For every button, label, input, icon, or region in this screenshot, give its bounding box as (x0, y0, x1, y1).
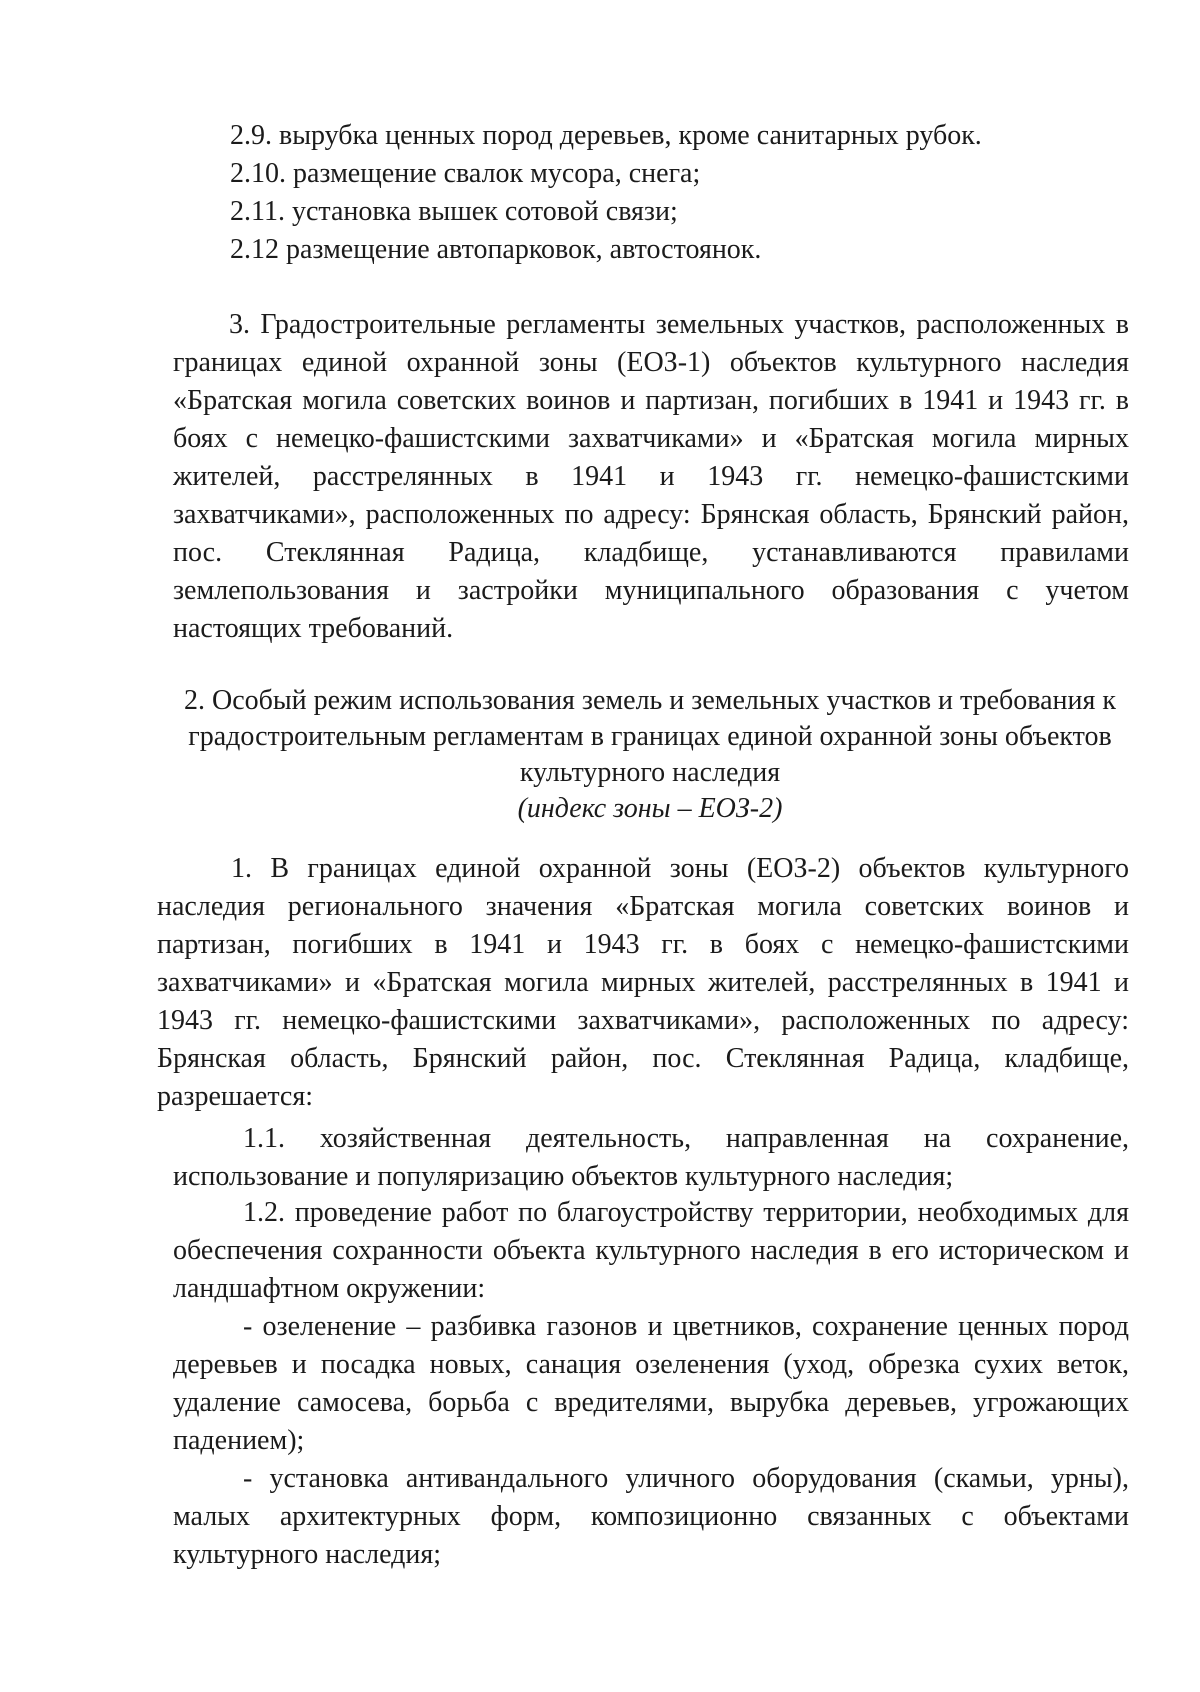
clause-1-paragraph: 1. В границах единой охранной зоны (ЕОЗ-2) объектов культурного наследия регионального значения «Братская могила советских воинов и партизан, погибших в 1941 и 1943 гг. в боях с немецко-фашистскими захватчиками» и «Братская могила мирных жителей, расстрелянных в 1941 и 1943 гг. немецко-фашистскими захватчиками», расположенных по адресу: Брянская область, Брянский район, пос. Стеклянная Радица, кладбище, разрешается: (157, 853, 1129, 1112)
bullet-street-equipment: - установка антивандального уличного оборудования (скамьи, урны), малых архитектурных форм, композиционно связанных с объектами культурного наследия; (173, 1463, 1129, 1570)
zone-index-label: (индекс зоны – ЕОЗ-2) (517, 793, 783, 824)
section-heading-line-1: 2. Особый режим использования земель и земельных участков и требования к (183, 685, 1117, 716)
sub-item-1-1: 1.1. хозяйственная деятельность, направленная на сохранение, использование и популяризацию объектов культурного наследия; (173, 1123, 1129, 1192)
bullet-landscaping: - озеленение – разбивка газонов и цветников, сохранение ценных пород деревьев и посадка новых, санация озеленения (уход, обрезка сухих веток, удаление самосева, борьба с вредителями, вырубка деревьев, угрожающих падением); (173, 1311, 1129, 1456)
list-item-2-10: 2.10. размещение свалок мусора, снега; (230, 158, 701, 189)
section-heading-line-3: культурного наследия (519, 757, 781, 788)
clause-3-paragraph: 3. Градостроительные регламенты земельных участков, расположенных в границах единой охранной зоны (ЕОЗ-1) объектов культурного наследия «Братская могила советских воинов и партизан, погибших в 1941 и 1943 гг. в боях с немецко-фашистскими захватчиками» и «Братская могила мирных жителей, расстрелянных в 1941 и 1943 гг. немецко-фашистскими захватчиками», расположенных по адресу: Брянская область, Брянский район, пос. Стеклянная Радица, кладбище, устанавливаются правилами землепользования и застройки муниципального образования с учетом настоящих требований. (173, 309, 1129, 644)
list-item-2-11: 2.11. установка вышек сотовой связи; (230, 196, 678, 227)
sub-item-1-2: 1.2. проведение работ по благоустройству территории, необходимых для обеспечения сохранности объекта культурного наследия в его историческом и ландшафтном окружении: (173, 1197, 1129, 1304)
section-heading (150, 683, 1150, 827)
prohibited-items-list (230, 117, 1130, 269)
section-heading-line-2: градостроительным регламентам в границах единой охранной зоны объектов (188, 721, 1112, 752)
list-item-2-12: 2.12 размещение автопарковок, автостоянок. (230, 234, 762, 265)
list-item-2-9: 2.9. вырубка ценных пород деревьев, кроме санитарных рубок. (230, 120, 982, 151)
